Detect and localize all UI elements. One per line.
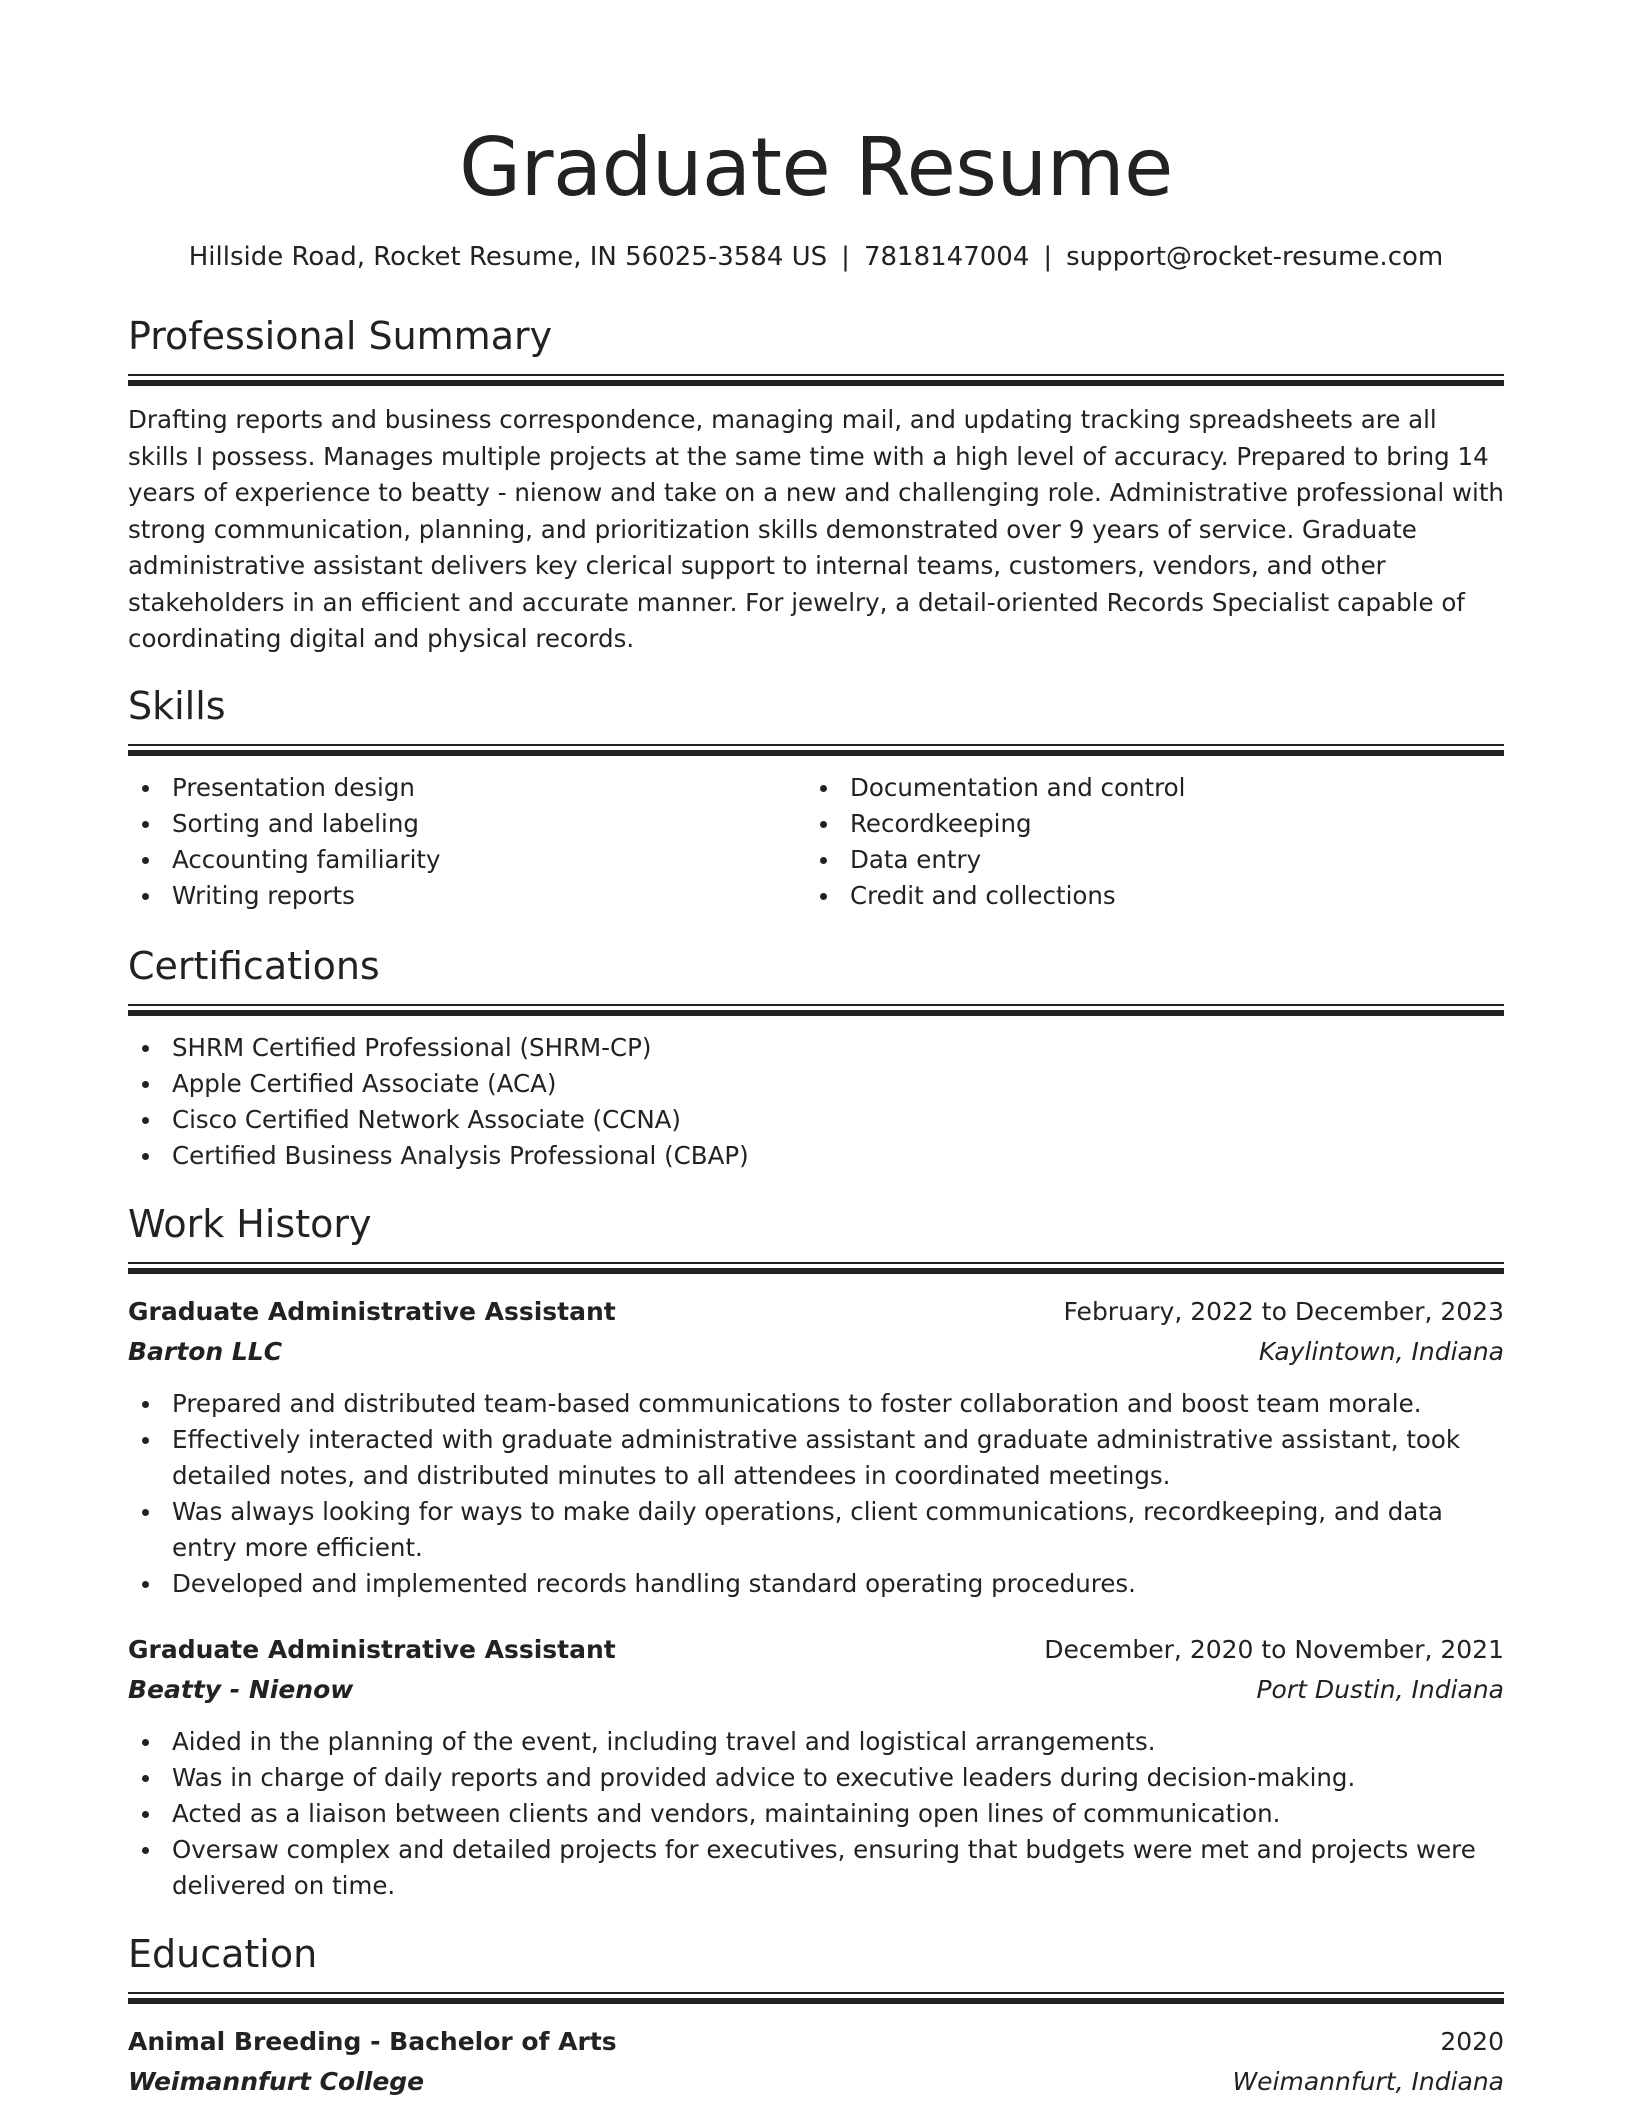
section-divider — [128, 1992, 1504, 2004]
job-dates: December, 2020 to November, 2021 — [1044, 1634, 1504, 1664]
education-entry — [128, 2022, 1504, 2102]
education-school: Weimannfurt College — [128, 2066, 425, 2096]
job-bullet: Acted as a liaison between clients and vendors, maintaining open lines of communication. — [128, 1796, 1504, 1832]
job-entry — [128, 1292, 1504, 1602]
section-title-skills: Skills — [128, 683, 226, 728]
job-bullet: Aided in the planning of the event, including travel and logistical arrangements. — [128, 1724, 1504, 1760]
certification-item: Certified Business Analysis Professional (CBAP) — [128, 1138, 1504, 1174]
job-bullets — [128, 1386, 1504, 1602]
education-section — [128, 1930, 1504, 2102]
education-year: 2020 — [1440, 2026, 1504, 2056]
section-title-certifications: Certifications — [128, 943, 380, 988]
contact-address: Hillside Road, Rocket Resume, IN 56025-3584 US — [188, 242, 828, 272]
summary-section — [128, 312, 1504, 658]
skills-column-left — [128, 770, 806, 914]
section-title-work-history: Work History — [128, 1201, 372, 1246]
section-title-summary: Professional Summary — [128, 314, 553, 358]
job-bullet: Developed and implemented records handling standard operating procedures. — [128, 1566, 1504, 1602]
section-divider — [128, 744, 1504, 756]
certifications-section — [128, 942, 1504, 1174]
job-company-row — [128, 1332, 1504, 1372]
education-degree: Animal Breeding - Bachelor of Arts — [128, 2026, 617, 2056]
job-bullet: Was always looking for ways to make daily operations, client communications, recordkeeping, and data entry more efficient. — [128, 1494, 1504, 1566]
skill-item: Presentation design — [128, 770, 806, 806]
job-company: Barton LLC — [128, 1336, 283, 1366]
work-history-section — [128, 1200, 1504, 1904]
job-bullet: Effectively interacted with graduate administrative assistant and graduate administrative assistant, took detailed notes, and distributed minutes to all attendees in coordinated meetings. — [128, 1422, 1504, 1494]
skill-item: Writing reports — [128, 878, 806, 914]
job-bullets — [128, 1724, 1504, 1904]
contact-line — [128, 240, 1504, 274]
job-dates: February, 2022 to December, 2023 — [1063, 1296, 1504, 1326]
skill-item: Documentation and control — [806, 770, 1484, 806]
section-title-education: Education — [128, 1931, 318, 1976]
section-divider — [128, 374, 1504, 386]
contact-phone: 7818147004 — [863, 242, 1030, 272]
job-bullet: Prepared and distributed team-based communications to foster collaboration and boost team morale. — [128, 1386, 1504, 1422]
certification-item: Cisco Certified Network Associate (CCNA) — [128, 1102, 1504, 1138]
section-divider — [128, 1262, 1504, 1274]
skill-item: Sorting and labeling — [128, 806, 806, 842]
job-title: Graduate Administrative Assistant — [128, 1634, 616, 1664]
job-bullet: Oversaw complex and detailed projects for executives, ensuring that budgets were met and projects were delivered on time. — [128, 1832, 1504, 1904]
job-company-row — [128, 1670, 1504, 1710]
education-header-row — [128, 2022, 1504, 2062]
job-title: Graduate Administrative Assistant — [128, 1296, 616, 1326]
section-divider — [128, 1004, 1504, 1016]
job-header-row — [128, 1292, 1504, 1332]
skills-column-right — [806, 770, 1484, 914]
job-location: Kaylintown, Indiana — [1258, 1336, 1504, 1366]
skills-grid — [128, 770, 1504, 914]
certifications-list — [128, 1030, 1504, 1174]
skills-section — [128, 682, 1504, 914]
certification-item: Apple Certified Associate (ACA) — [128, 1066, 1504, 1102]
education-school-row — [128, 2062, 1504, 2102]
education-location: Weimannfurt, Indiana — [1232, 2066, 1504, 2096]
skill-item: Accounting familiarity — [128, 842, 806, 878]
job-location: Port Dustin, Indiana — [1256, 1674, 1504, 1704]
resume-page — [128, 0, 1504, 2102]
contact-email: support@rocket-resume.com — [1066, 242, 1444, 272]
skill-item: Recordkeeping — [806, 806, 1484, 842]
resume-name: Graduate Resume — [459, 121, 1173, 214]
job-entry — [128, 1630, 1504, 1904]
job-company: Beatty - Nienow — [128, 1674, 354, 1704]
skill-item: Data entry — [806, 842, 1484, 878]
contact-separator: | — [1043, 242, 1053, 272]
job-bullet: Was in charge of daily reports and provided advice to executive leaders during decision-making. — [128, 1760, 1504, 1796]
job-header-row — [128, 1630, 1504, 1670]
skill-item: Credit and collections — [806, 878, 1484, 914]
certification-item: SHRM Certified Professional (SHRM-CP) — [128, 1030, 1504, 1066]
contact-separator: | — [841, 242, 850, 272]
summary-text: Drafting reports and business correspondence, managing mail, and updating tracking spreadsheets are all skills I possess. Manages multiple projects at the same time with a high level of accuracy. Prepared to bring 14 years of experience to beatty - nienow and take on a new and challenging role. Administrative professional with strong communication, planning, and prioritization skills demonstrated over 9 years of service. Graduate administrative assistant delivers key clerical support to internal teams, customers, vendors, and other stakeholders in an efficient and accurate manner. For jewelry, a detail-oriented Records Specialist capable of coordinating digital and physical records. — [128, 405, 1504, 653]
